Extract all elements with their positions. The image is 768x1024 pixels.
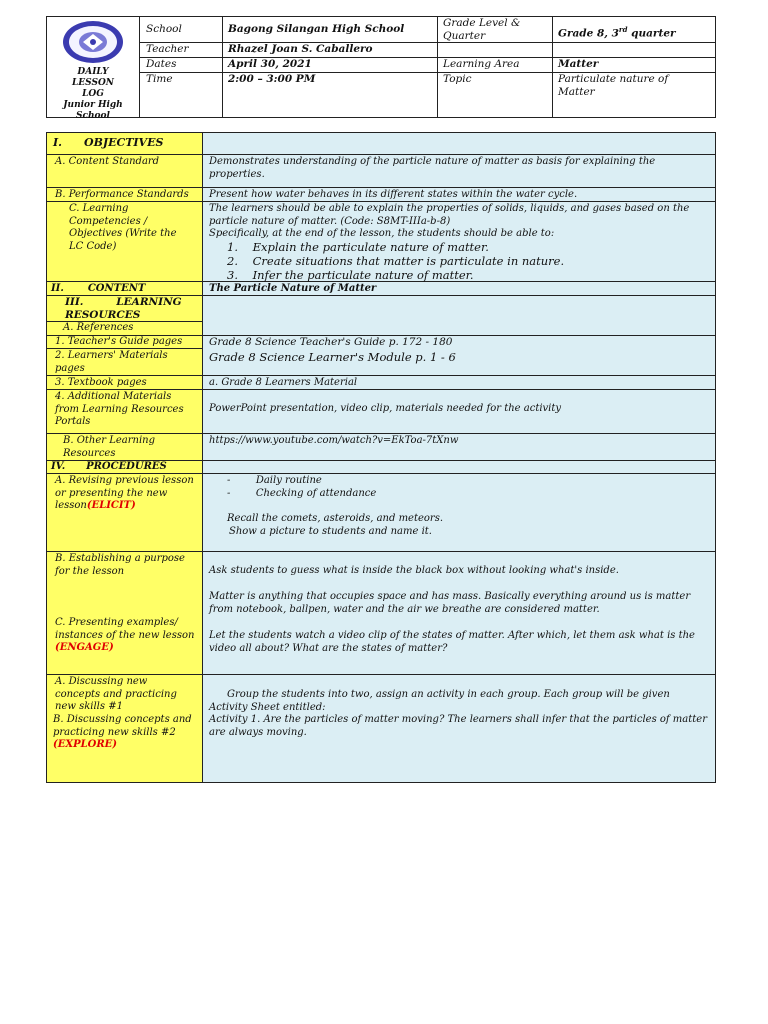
procedure-c-text-body: Let the students watch a video clip of the states of matter. After which, let them ask what is the video all about? What are the states of matter? bbox=[209, 630, 695, 654]
content-heading bbox=[51, 283, 145, 296]
procedure-d-label2 bbox=[53, 714, 195, 752]
procedures-title: PROCEDURES bbox=[86, 461, 167, 472]
elicit-tag: (ELICIT) bbox=[86, 500, 136, 511]
content-value: The Particle Nature of Matter bbox=[209, 283, 377, 294]
topic-label: Topic bbox=[443, 73, 472, 85]
objectives-title: OBJECTIVES bbox=[83, 136, 164, 149]
procedure-c-label bbox=[55, 617, 195, 655]
logo-cell bbox=[47, 17, 140, 121]
logo-caption bbox=[47, 67, 139, 122]
procedures-num: IV. bbox=[51, 461, 66, 472]
grade-value-main: Grade 8, 3 bbox=[558, 27, 619, 40]
competencies-specific: Specifically, at the end of the lesson, the students should be able to: bbox=[209, 228, 555, 239]
grade-value-tail: quarter bbox=[627, 27, 676, 40]
procedure-a-text2: Show a picture to students and name it. bbox=[229, 526, 432, 537]
grade-value bbox=[558, 23, 713, 41]
procedure-a-text: A. Revising previous lesson or presenting the new lesson bbox=[55, 475, 194, 511]
procedure-a-bullets bbox=[227, 475, 707, 500]
explore-tag: (EXPLORE) bbox=[53, 739, 118, 750]
grade-value-sup: rd bbox=[618, 25, 628, 34]
objective-item-2: 2. Create situations that matter is particulate in nature. bbox=[227, 254, 565, 268]
learning-area-label: Learning Area bbox=[443, 58, 520, 70]
content-standard-label: A. Content Standard bbox=[55, 156, 160, 167]
procedure-a-label bbox=[55, 475, 195, 513]
objective-item-1: 1. Explain the particulate nature of matter. bbox=[227, 240, 489, 254]
additional-materials-value: PowerPoint presentation, video clip, materials needed for the activity bbox=[209, 403, 562, 414]
logo-line-3: LOG bbox=[82, 89, 104, 99]
procedure-d-label: A. Discussing new concepts and practicing new skills #1 bbox=[55, 676, 177, 712]
references-label: A. References bbox=[63, 322, 134, 333]
resources-num: III. bbox=[65, 296, 84, 308]
textbook-label: 3. Textbook pages bbox=[55, 377, 147, 388]
engage-tag: (ENGAGE) bbox=[55, 642, 114, 653]
content-standard-text: Demonstrates understanding of the particle nature of matter as basis for explaining the properties. bbox=[209, 156, 656, 180]
other-resources-link[interactable]: https://www.youtube.com/watch?v=EkToa-7tXnw bbox=[209, 435, 459, 446]
bullet-item-2: - Checking of attendance bbox=[227, 487, 377, 499]
objective-text-2: Create situations that matter is particulate in nature. bbox=[252, 254, 565, 268]
performance-standards-label: B. Performance Standards bbox=[55, 189, 189, 200]
procedure-d-text2: Activity 1. Are the particles of matter moving? The learners shall infer that the particles of matter are always moving. bbox=[209, 714, 707, 738]
learning-area-value: Matter bbox=[558, 58, 599, 70]
procedure-d-text: Group the students into two, assign an activity in each group. Each group will be given Activity Sheet entitled: bbox=[209, 689, 670, 713]
logo-line-5: School bbox=[76, 111, 110, 121]
procedure-d-label2-text: B. Discussing concepts and practicing new skills #2 bbox=[53, 714, 192, 738]
objective-text-1: Explain the particulate nature of matter. bbox=[252, 240, 489, 254]
header-table bbox=[46, 16, 716, 121]
objective-text-3: Infer the particulate nature of matter. bbox=[252, 268, 474, 282]
lm-label: 2. Learners' Materials pages bbox=[55, 350, 168, 374]
performance-standards-text: Present how water behaves in its different states within the water cycle. bbox=[209, 189, 578, 200]
objective-item-3: 3. Infer the particulate nature of matter. bbox=[227, 268, 474, 282]
content-title: CONTENT bbox=[87, 283, 146, 294]
lesson-table bbox=[46, 132, 716, 783]
topic-value: Particulate nature of Matter bbox=[558, 73, 669, 98]
school-seal-icon bbox=[61, 19, 125, 65]
tg-label: 1. Teacher's Guide pages bbox=[55, 336, 183, 347]
objective-list bbox=[227, 240, 707, 282]
dates-value: April 30, 2021 bbox=[228, 58, 312, 70]
time-value: 2:00 – 3:00 PM bbox=[228, 73, 316, 85]
objectives-num: I. bbox=[53, 136, 62, 149]
time-label: Time bbox=[146, 73, 173, 85]
procedures-heading bbox=[51, 461, 167, 474]
procedure-b-text: Ask students to guess what is inside the black box without looking what's inside. bbox=[209, 565, 619, 576]
additional-materials-label: 4. Additional Materials from Learning Resources Portals bbox=[55, 391, 184, 427]
objectives-heading bbox=[53, 137, 163, 150]
other-resources-label: B. Other Learning Resources bbox=[63, 435, 156, 459]
logo-line-1: DAILY bbox=[77, 67, 109, 77]
textbook-value: a. Grade 8 Learners Material bbox=[209, 377, 358, 388]
teacher-label: Teacher bbox=[146, 43, 189, 55]
school-value: Bagong Silangan High School bbox=[228, 23, 405, 35]
tg-value: Grade 8 Science Teacher's Guide p. 172 - 180 bbox=[209, 336, 453, 348]
procedure-b-label: B. Establishing a purpose for the lesson bbox=[55, 553, 185, 577]
competencies-intro: The learners should be able to explain the properties of solids, liquids, and gases based on the particle nature of matter. (Code: S8MT-IIIa-b-8) bbox=[209, 203, 690, 227]
lm-value: Grade 8 Science Learner's Module p. 1 - 6 bbox=[209, 350, 456, 364]
procedure-a-text1: Recall the comets, asteroids, and meteors. bbox=[227, 513, 444, 524]
grade-label: Grade Level & Quarter bbox=[443, 17, 521, 42]
procedure-b-text2: Matter is anything that occupies space and has mass. Basically everything around us is matter from notebook, ballpen, water and the air we breathe are considered matter. bbox=[209, 591, 691, 615]
bullet-text-2: Checking of attendance bbox=[255, 487, 377, 499]
dates-label: Dates bbox=[146, 58, 177, 70]
bullet-text-1: Daily routine bbox=[255, 475, 322, 486]
procedure-c-text: C. Presenting examples/ instances of the new lesson bbox=[55, 617, 195, 641]
resources-heading bbox=[65, 296, 183, 321]
bullet-item-1: - Daily routine bbox=[227, 475, 322, 486]
logo-line-4: Junior High bbox=[63, 100, 123, 110]
content-num: II. bbox=[51, 283, 64, 294]
competencies-label: C. Learning Competencies / Objectives (Write the LC Code) bbox=[69, 203, 177, 252]
logo-line-2: LESSON bbox=[71, 78, 115, 88]
school-label: School bbox=[146, 23, 182, 35]
teacher-value: Rhazel Joan S. Caballero bbox=[228, 43, 373, 55]
resources-title: LEARNING RESOURCES bbox=[65, 296, 182, 321]
